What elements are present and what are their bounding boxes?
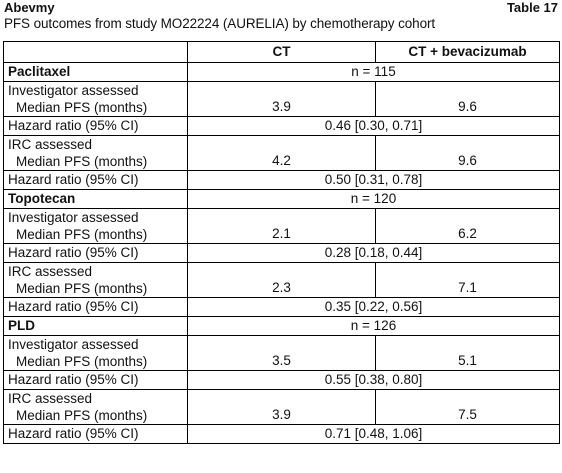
assessment-label-cell [4,336,188,371]
cohort-n: n = 120 [188,190,560,209]
bev-median-value: 9.6 [376,82,560,117]
table-caption: PFS outcomes from study MO22224 (AURELIA) by chemotherapy cohort [4,16,436,31]
table-row [4,209,560,244]
bev-median-value: 7.1 [376,263,560,298]
table-row [4,425,560,444]
bev-median-value: 6.2 [376,209,560,244]
cohort-row [4,317,560,336]
cohort-name: PLD [4,317,188,336]
pfs-outcomes-table [3,41,560,444]
bev-median-value: 7.5 [376,390,560,425]
hazard-ratio-label: Hazard ratio (95% CI) [4,371,188,390]
hazard-ratio-value: 0.46 [0.30, 0.71] [188,117,560,136]
table-row [4,298,560,317]
table-number: Table 17 [506,0,558,15]
ct-median-value: 2.1 [188,209,376,244]
assessment-heading: IRC assessed [8,264,93,279]
assessment-heading: Investigator assessed [8,337,139,352]
median-pfs-label: Median PFS (months) [16,154,148,169]
assessment-label-cell [4,82,188,117]
bev-median-value: 9.6 [376,136,560,171]
cohort-name: Topotecan [4,190,188,209]
header-blank [4,42,188,63]
assessment-heading: Investigator assessed [8,210,139,225]
ct-median-value: 3.9 [188,390,376,425]
cohort-name: Paclitaxel [4,63,188,82]
table-row [4,171,560,190]
ct-median-value: 3.9 [188,82,376,117]
hazard-ratio-label: Hazard ratio (95% CI) [4,244,188,263]
ct-median-value: 4.2 [188,136,376,171]
header-ct-bevacizumab: CT + bevacizumab [376,42,560,63]
hazard-ratio-value: 0.50 [0.31, 0.78] [188,171,560,190]
table-row [4,371,560,390]
header-ct: CT [188,42,376,63]
assessment-heading: IRC assessed [8,391,93,406]
table-row [4,82,560,117]
brand-name: Abevmy [4,0,55,15]
document-header [0,0,562,16]
cohort-n: n = 126 [188,317,560,336]
table-row [4,390,560,425]
assessment-heading: IRC assessed [8,137,93,152]
table-row [4,244,560,263]
ct-median-value: 2.3 [188,263,376,298]
hazard-ratio-value: 0.71 [0.48, 1.06] [188,425,560,444]
median-pfs-label: Median PFS (months) [16,100,148,115]
assessment-label-cell [4,209,188,244]
ct-median-value: 3.5 [188,336,376,371]
bev-median-value: 5.1 [376,336,560,371]
hazard-ratio-label: Hazard ratio (95% CI) [4,171,188,190]
assessment-label-cell [4,136,188,171]
hazard-ratio-value: 0.35 [0.22, 0.56] [188,298,560,317]
assessment-label-cell [4,390,188,425]
assessment-heading: Investigator assessed [8,83,139,98]
hazard-ratio-value: 0.55 [0.38, 0.80] [188,371,560,390]
assessment-label-cell [4,263,188,298]
cohort-row [4,190,560,209]
median-pfs-label: Median PFS (months) [16,408,148,423]
hazard-ratio-label: Hazard ratio (95% CI) [4,117,188,136]
table-row [4,263,560,298]
median-pfs-label: Median PFS (months) [16,227,148,242]
table-row [4,136,560,171]
hazard-ratio-label: Hazard ratio (95% CI) [4,298,188,317]
table-header-row [4,42,560,63]
table-row [4,336,560,371]
cohort-n: n = 115 [188,63,560,82]
table-row [4,117,560,136]
cohort-row [4,63,560,82]
median-pfs-label: Median PFS (months) [16,354,148,369]
hazard-ratio-label: Hazard ratio (95% CI) [4,425,188,444]
median-pfs-label: Median PFS (months) [16,281,148,296]
hazard-ratio-value: 0.28 [0.18, 0.44] [188,244,560,263]
